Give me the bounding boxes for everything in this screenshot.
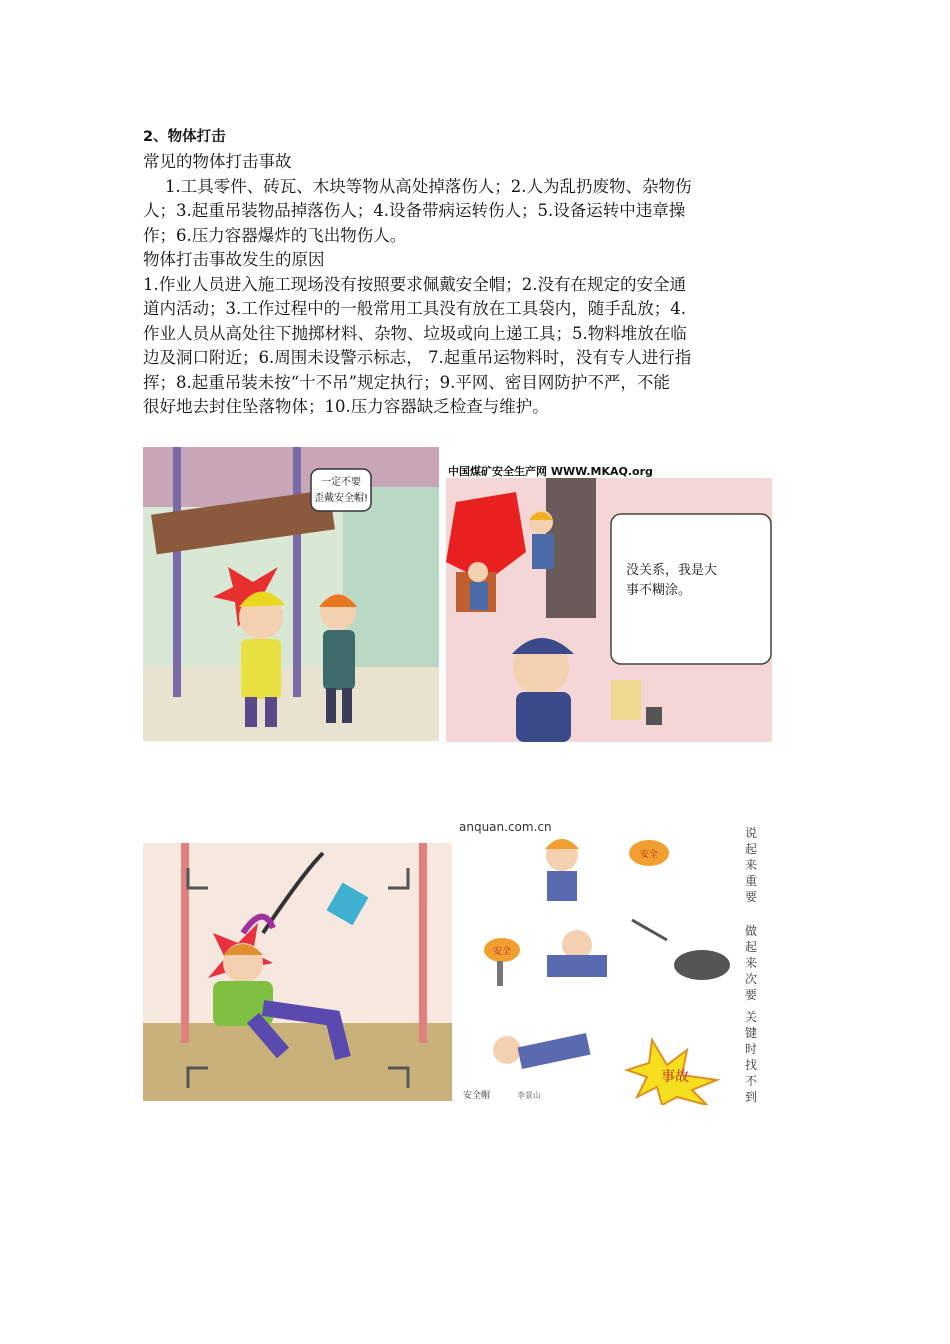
svg-text:次: 次 xyxy=(745,972,758,986)
common-line-2: 人；3.起重吊装物品掉落伤人；4.设备带病运转伤人；5.设备运转中违章操 xyxy=(143,201,686,220)
side-text-2 xyxy=(745,923,757,1002)
cause-line-1: 1.作业人员进入施工现场没有按照要求佩戴安全帽；2.没有在规定的安全通 xyxy=(143,274,686,294)
helmet-label: 安全 xyxy=(492,947,512,957)
svg-text:重: 重 xyxy=(745,874,758,888)
svg-text:起: 起 xyxy=(745,842,758,856)
section-heading: 2、物体打击 xyxy=(143,129,226,145)
subtitle-causes: 物体打击事故发生的原因 xyxy=(143,250,325,269)
svg-text:时: 时 xyxy=(745,1042,758,1056)
svg-text:做: 做 xyxy=(745,924,758,938)
bubble-line-1: 没关系，我是大 xyxy=(626,563,718,578)
article-text xyxy=(143,124,808,420)
common-line-3: 作；6.压力容器爆炸的飞出物伤人。 xyxy=(143,225,407,245)
svg-text:要: 要 xyxy=(745,988,758,1002)
cartoon-helmet-warning xyxy=(143,447,439,741)
common-line-1: 1.工具零件、砖瓦、木块等物从高处掉落伤人；2.人为乱扔废物、杂物伤 xyxy=(165,176,692,196)
footer-author: 李景山 xyxy=(517,1091,541,1100)
cartoon-careless-supervisor xyxy=(446,462,772,742)
svg-text:不: 不 xyxy=(745,1074,758,1088)
accident-label: 事故 xyxy=(661,1069,689,1085)
footer-title: 安全帽 xyxy=(463,1091,491,1101)
comic-safety-helmet xyxy=(457,815,773,1105)
svg-text:键: 键 xyxy=(745,1026,758,1040)
cartoon-struck-by-tool xyxy=(143,843,452,1101)
svg-text:说: 说 xyxy=(745,826,758,840)
svg-text:关: 关 xyxy=(745,1010,758,1024)
svg-text:来: 来 xyxy=(745,956,758,970)
bubble-line-2: 歪戴安全帽! xyxy=(313,493,369,504)
cause-line-3: 作业人员从高处往下抛掷材料、杂物、垃圾或向上递工具；5.物料堆放在临 xyxy=(143,323,687,343)
cause-line-6: 很好地去封住坠落物体；10.压力容器缺乏检查与维护。 xyxy=(143,397,549,416)
subtitle-common-accidents: 常见的物体打击事故 xyxy=(143,152,292,171)
hat-label: 安全 xyxy=(639,850,659,860)
watermark-anquan: anquan.com.cn xyxy=(459,820,552,834)
cause-line-2: 道内活动；3.工作过程中的一般常用工具没有放在工具袋内，随手乱放；4. xyxy=(143,299,686,318)
svg-text:找: 找 xyxy=(745,1058,758,1072)
cause-line-4: 边及洞口附近；6.周围未设警示标志， 7.起重吊运物料时，没有专人进行指 xyxy=(143,348,692,367)
svg-text:起: 起 xyxy=(745,940,758,954)
cause-line-5: 挥；8.起重吊装未按“十不吊”规定执行；9.平网、密目网防护不严，不能 xyxy=(143,372,670,392)
bubble-line-1: 一定不要 xyxy=(321,477,361,488)
svg-text:到: 到 xyxy=(745,1090,758,1104)
bubble-line-2: 事不糊涂。 xyxy=(626,583,692,598)
side-text-1 xyxy=(745,826,757,904)
svg-text:要: 要 xyxy=(745,890,758,904)
watermark-mkaq: 中国煤矿安全生产网 WWW.MKAQ.org xyxy=(448,465,653,478)
svg-text:来: 来 xyxy=(745,858,758,872)
